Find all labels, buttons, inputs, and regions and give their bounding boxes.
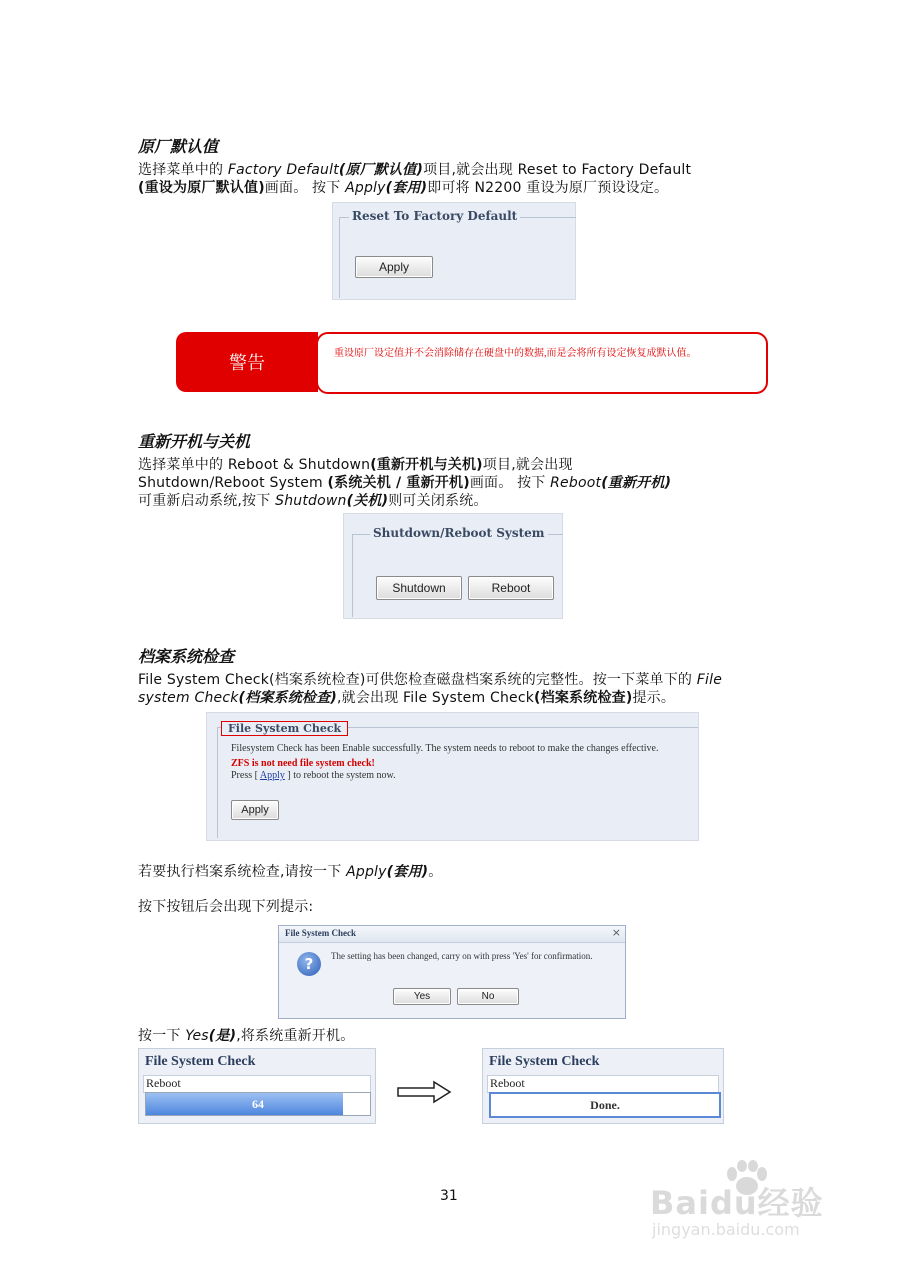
file-system-check-panel bbox=[206, 712, 699, 841]
text: (套用) bbox=[386, 864, 429, 880]
warning-box bbox=[316, 332, 768, 394]
file-system-check-title: File System Check bbox=[221, 721, 348, 736]
heading-reboot-shutdown: 重新开机与关机 bbox=[138, 432, 251, 451]
progress-bar bbox=[145, 1092, 371, 1116]
text: 若要执行档案系统检查,请按一下 bbox=[138, 864, 342, 880]
paragraph-fsc-prompt: 按下按钮后会出现下列提示: bbox=[138, 899, 314, 915]
arrow-right-icon bbox=[396, 1080, 452, 1104]
text: (重新开机与关机) bbox=[370, 457, 483, 473]
text: ,就会出现 File System Check bbox=[336, 690, 535, 706]
text: Reboot bbox=[550, 475, 602, 491]
paragraph-fsc-2 bbox=[138, 690, 778, 707]
done-label: Done. bbox=[590, 1098, 620, 1112]
fsc-message-zfs: ZFS is not need file system check! bbox=[231, 758, 375, 769]
reboot-button[interactable]: Reboot bbox=[468, 576, 554, 600]
text: 画面。 按下 bbox=[264, 180, 341, 196]
warning-text: 重设原厂设定值并不会消除储存在硬盘中的数据,而是会将所有设定恢复成默认值。 bbox=[334, 348, 697, 359]
text: (原厂默认值) bbox=[338, 162, 424, 178]
paragraph-fsc-1 bbox=[138, 672, 778, 689]
progress-panel-title: File System Check bbox=[145, 1054, 256, 1069]
shutdown-reboot-panel bbox=[343, 513, 563, 619]
text: 项目,就会出现 bbox=[423, 162, 513, 178]
text: File System Check(档案系统检查)可供您检查磁盘档案系统的完整性。按一下菜单下的 bbox=[138, 672, 693, 688]
shutdown-button[interactable]: Shutdown bbox=[376, 576, 462, 600]
text: File bbox=[696, 672, 723, 688]
watermark-brand: Baidu经验 bbox=[650, 1184, 824, 1222]
heading-factory-default: 原厂默认值 bbox=[138, 137, 219, 156]
paragraph-reboot-2 bbox=[138, 475, 778, 492]
watermark-url: jingyan.baidu.com bbox=[652, 1220, 800, 1239]
reboot-progress-panel bbox=[138, 1048, 376, 1124]
text: Shutdown/Reboot System bbox=[138, 475, 323, 491]
dialog-message: The setting has been changed, carry on with press 'Yes' for confirmation. bbox=[331, 951, 593, 961]
paragraph-factory-default-2 bbox=[138, 180, 778, 197]
page-number: 31 bbox=[440, 1188, 458, 1204]
paragraph-reboot-1 bbox=[138, 457, 573, 474]
text: 。 bbox=[428, 864, 443, 880]
text: Apply bbox=[345, 180, 386, 196]
reset-factory-panel bbox=[332, 202, 576, 300]
progress-sub-label: Reboot bbox=[146, 1076, 181, 1090]
text: 项目,就会出现 bbox=[482, 457, 573, 473]
text: (是) bbox=[208, 1028, 237, 1044]
paragraph-factory-default-1 bbox=[138, 162, 778, 179]
apply-button[interactable]: Apply bbox=[355, 256, 433, 278]
no-button[interactable]: No bbox=[457, 988, 519, 1005]
paragraph-yes bbox=[138, 1028, 354, 1045]
done-sub-row bbox=[487, 1075, 719, 1093]
done-sub-label: Reboot bbox=[490, 1076, 525, 1090]
text: 画面。 按下 bbox=[469, 475, 546, 491]
progress-value: 64 bbox=[252, 1097, 264, 1111]
warning-tag: 警告 bbox=[176, 332, 318, 392]
text: 则可关闭系统。 bbox=[388, 493, 488, 509]
fsc-message-press bbox=[231, 770, 396, 781]
done-panel-title: File System Check bbox=[489, 1054, 600, 1069]
text: 提示。 bbox=[632, 690, 676, 706]
fsc-message-success: Filesystem Check has been Enable successfully. The system needs to reboot to make the changes effective. bbox=[231, 743, 659, 754]
text: (套用) bbox=[385, 180, 428, 196]
text: 选择菜单中的 Reboot & Shutdown bbox=[138, 457, 371, 473]
shutdown-reboot-title: Shutdown/Reboot System bbox=[370, 526, 548, 540]
text: Factory Default bbox=[227, 162, 339, 178]
text: 即可将 N2200 重设为原厂预设设定。 bbox=[427, 180, 669, 196]
watermark bbox=[650, 1160, 850, 1250]
text: (重设为原厂默认值) bbox=[138, 180, 265, 196]
text: (关机) bbox=[346, 493, 389, 509]
text: ,将系统重新开机。 bbox=[236, 1028, 355, 1044]
text: Shutdown bbox=[275, 493, 347, 509]
dialog-titlebar bbox=[279, 926, 625, 943]
text: 可重新启动系统,按下 bbox=[138, 493, 271, 509]
text: 选择菜单中的 bbox=[138, 162, 224, 178]
text: (系统关机 / 重新开机) bbox=[327, 475, 470, 491]
close-icon[interactable]: × bbox=[611, 926, 621, 939]
progress-sub-row bbox=[143, 1075, 371, 1093]
text: 按一下 bbox=[138, 1028, 181, 1044]
text: Yes bbox=[185, 1028, 209, 1044]
paragraph-reboot-3 bbox=[138, 493, 488, 510]
text: (档案系统检查) bbox=[534, 690, 633, 706]
text: Press [ bbox=[231, 770, 258, 781]
text: ] to reboot the system now. bbox=[287, 770, 396, 781]
reboot-done-panel bbox=[482, 1048, 724, 1124]
paragraph-fsc-apply bbox=[138, 864, 442, 881]
text: (重新开机) bbox=[601, 475, 672, 491]
confirm-dialog bbox=[278, 925, 626, 1019]
text: system Check bbox=[138, 690, 239, 706]
text: Reset to Factory Default bbox=[517, 162, 692, 178]
yes-button[interactable]: Yes bbox=[393, 988, 451, 1005]
reset-factory-title: Reset To Factory Default bbox=[349, 209, 520, 223]
done-box bbox=[489, 1092, 721, 1118]
fsc-apply-button[interactable]: Apply bbox=[231, 800, 279, 820]
heading-file-system-check: 档案系统检查 bbox=[138, 647, 235, 666]
apply-link[interactable]: Apply bbox=[259, 770, 285, 781]
question-icon: ? bbox=[297, 952, 321, 976]
dialog-title: File System Check bbox=[285, 928, 356, 938]
text: Apply bbox=[346, 864, 387, 880]
text: (档案系统检查) bbox=[238, 690, 337, 706]
